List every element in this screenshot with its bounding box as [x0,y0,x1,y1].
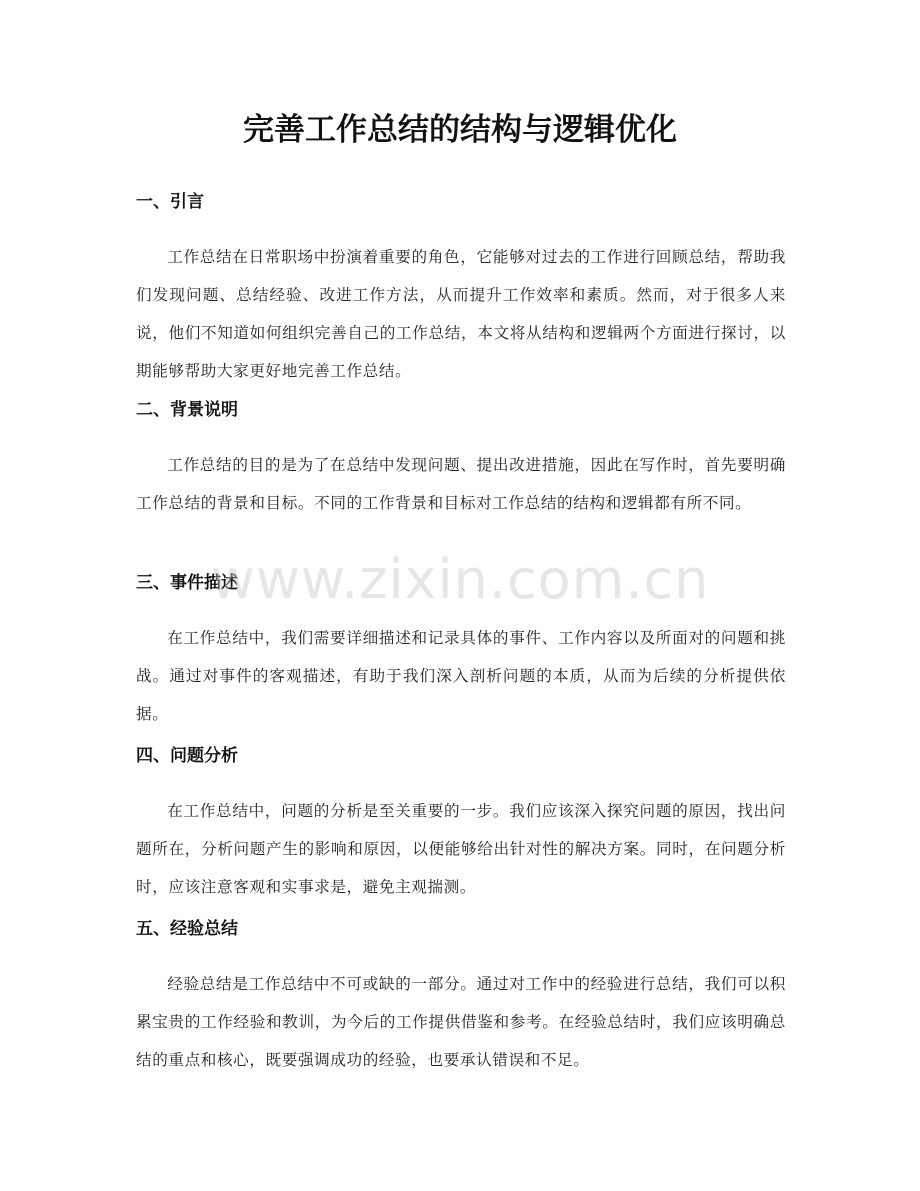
section-paragraph: 在工作总结中，问题的分析是至关重要的一步。我们应该深入探究问题的原因，找出问题所在，分析问题产生的影响和原因，以便能够给出针对性的解决方案。同时，在问题分析时，应该注意客观和实事求是，避免主观揣测。 [136,802,786,896]
section-paragraph: 在工作总结中，我们需要详细描述和记录具体的事件、工作内容以及所面对的问题和挑战。通过对事件的客观描述，有助于我们深入剖析问题的本质，从而为后续的分析提供依据。 [136,629,786,723]
section-heading: 一、引言 [136,192,204,212]
section-heading: 四、问题分析 [136,746,238,766]
document-title: 完善工作总结的结构与逻辑优化 [243,112,677,148]
section-paragraph: 工作总结在日常职场中扮演着重要的角色，它能够对过去的工作进行回顾总结，帮助我们发现问题、总结经验、改进工作方法，从而提升工作效率和素质。然而，对于很多人来说，他们不知道如何组织完善自己的工作总结，本文将从结构和逻辑两个方面进行探讨，以期能够帮助大家更好地完善工作总结。 [136,248,786,380]
section-heading: 二、背景说明 [136,400,238,420]
section-background [136,398,786,522]
section-introduction [136,190,786,390]
section-paragraph: 经验总结是工作总结中不可或缺的一部分。通过对工作中的经验进行总结，我们可以积累宝贵的工作经验和教训，为今后的工作提供借鉴和参考。在经验总结时，我们应该明确总结的重点和核心，既要强调成功的经验，也要承认错误和不足。 [136,975,786,1069]
watermark-text: www.zixin.com.cn [210,548,710,611]
section-event-description [136,571,786,733]
section-problem-analysis [136,744,786,906]
section-heading: 五、经验总结 [136,919,238,939]
section-heading: 三、事件描述 [136,573,238,593]
section-paragraph: 工作总结的目的是为了在总结中发现问题、提出改进措施，因此在写作时，首先要明确工作总结的背景和目标。不同的工作背景和目标对工作总结的结构和逻辑都有所不同。 [136,456,786,512]
section-experience-summary [136,917,786,1079]
